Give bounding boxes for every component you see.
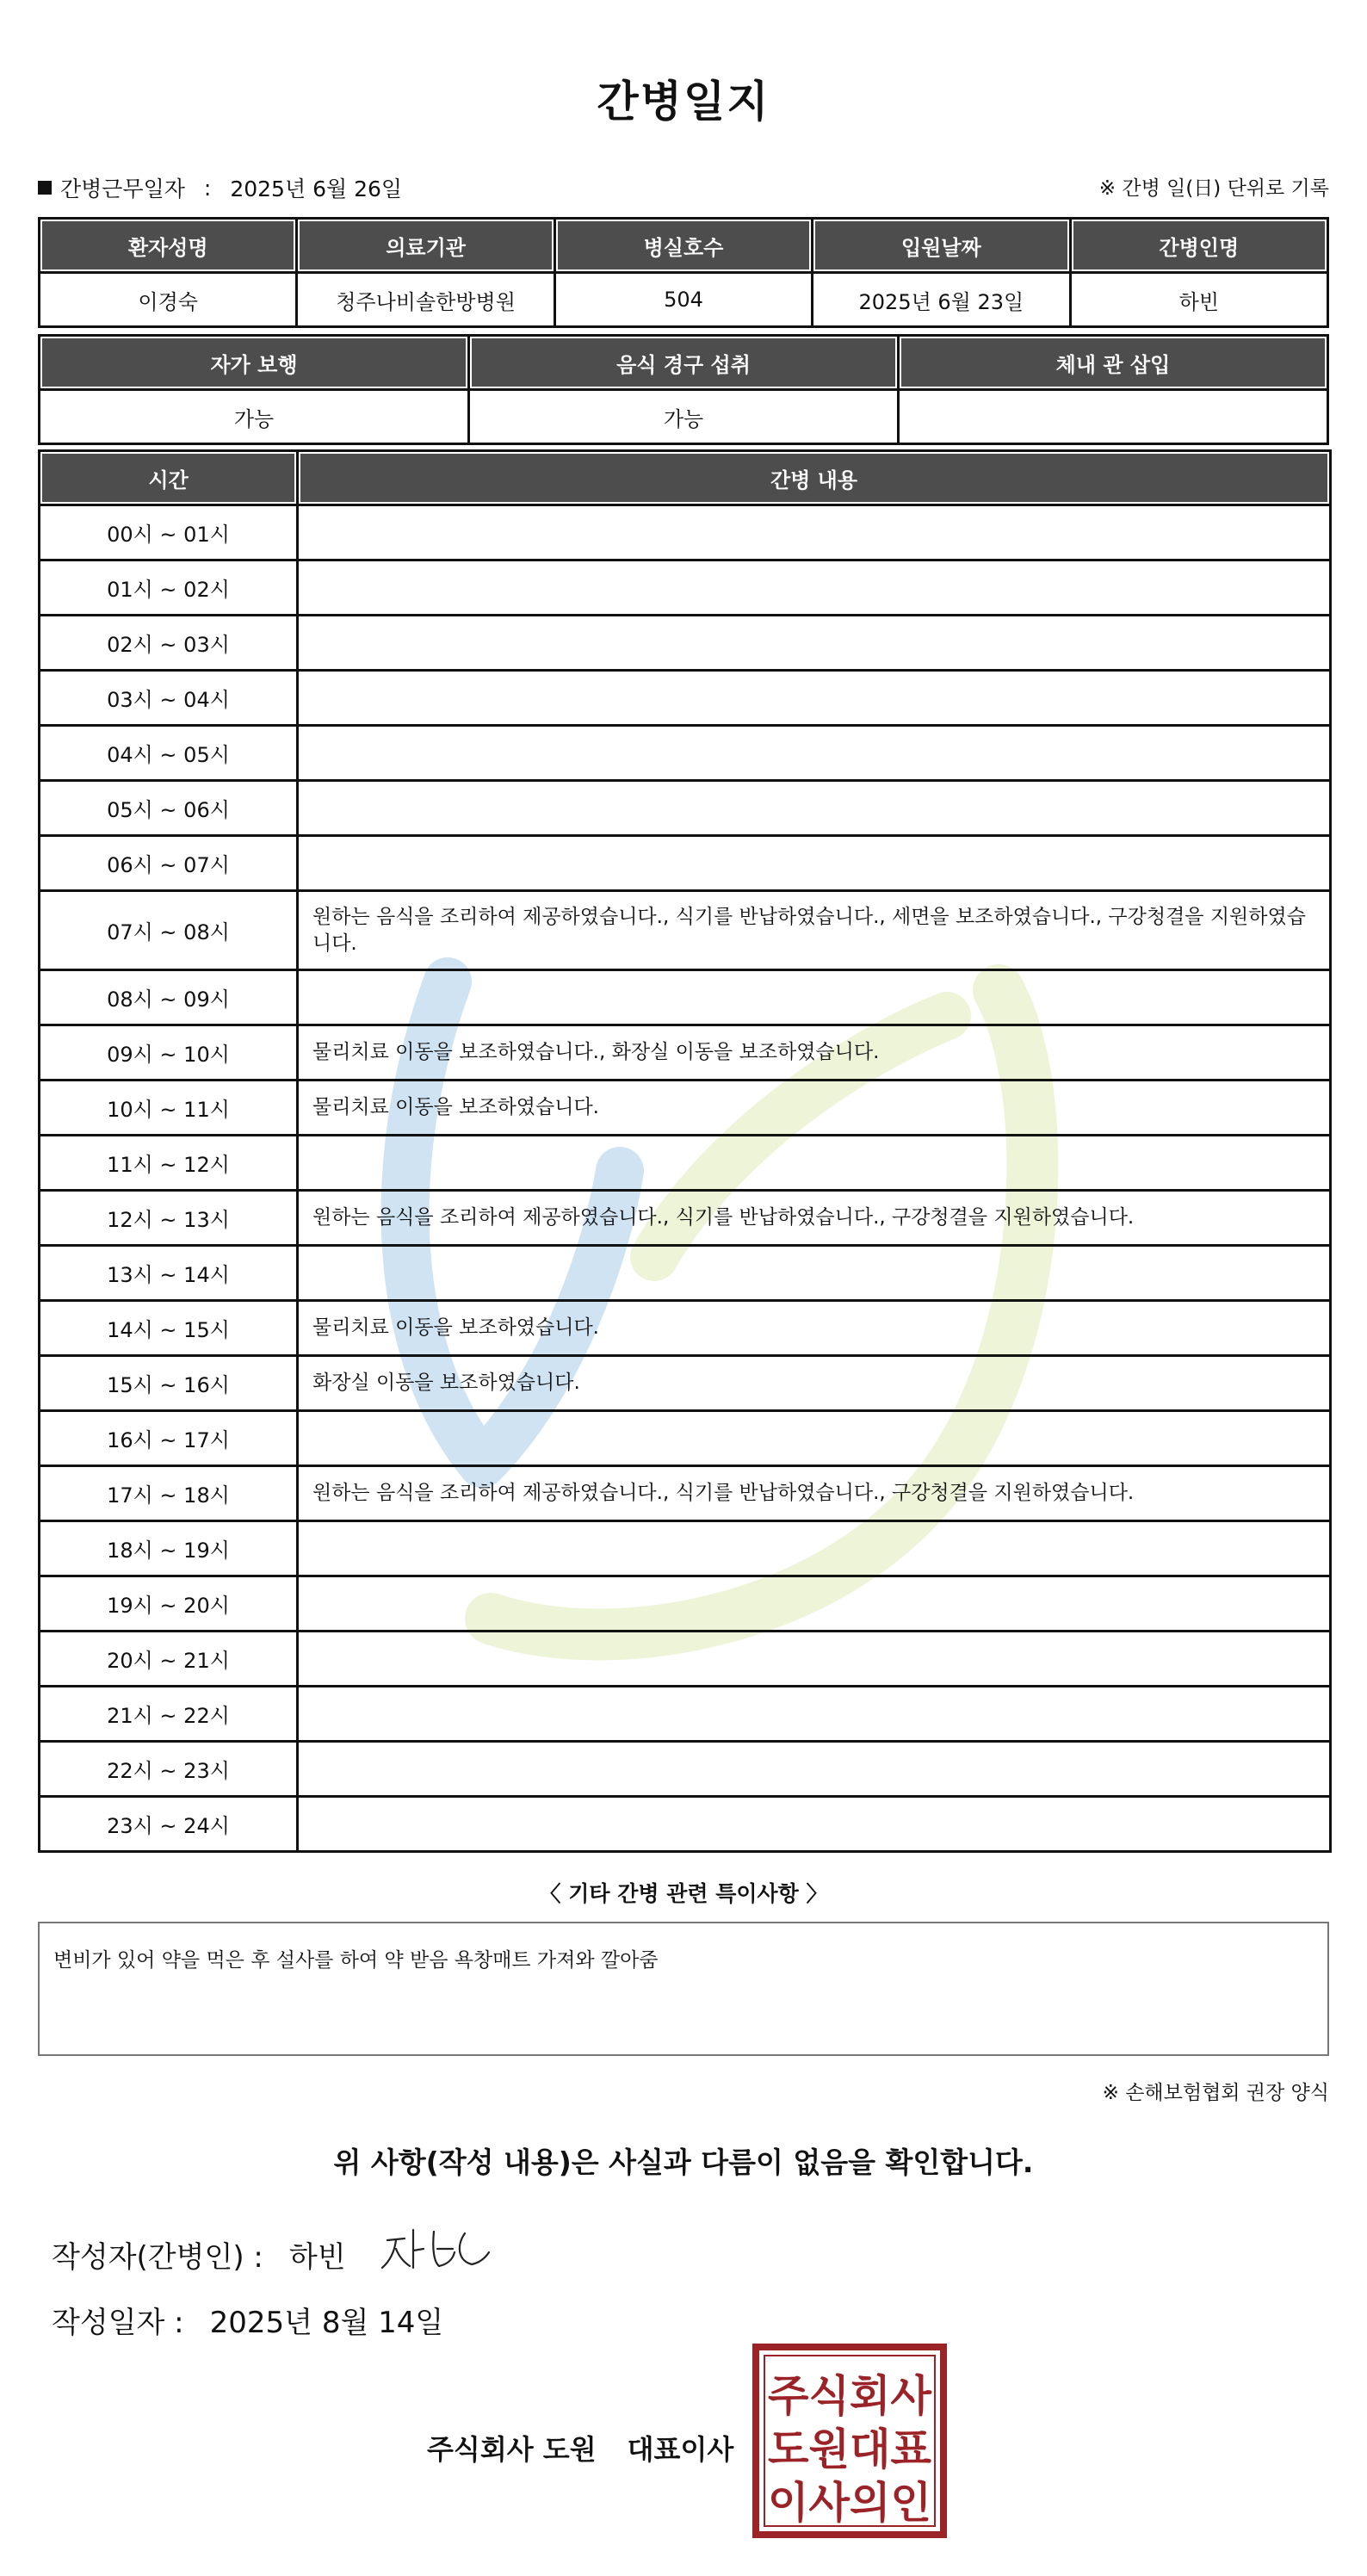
care-date-separator: : <box>203 175 212 201</box>
square-bullet-icon <box>38 181 52 195</box>
care-content: 물리치료 이동을 보조하였습니다., 화장실 이동을 보조하였습니다. <box>298 1025 1331 1081</box>
header-time: 시간 <box>40 451 298 505</box>
time-slot: 11시 ~ 12시 <box>40 1136 298 1191</box>
care-log-row <box>40 1081 1331 1136</box>
patient-info-value-row <box>40 273 1328 327</box>
time-slot: 20시 ~ 21시 <box>40 1632 298 1687</box>
document-title: 간병일지 <box>597 77 770 127</box>
patient-status-value-row <box>40 390 1328 444</box>
seal-text-line: 도원대표 <box>768 2424 932 2474</box>
header-oral-intake: 음식 경구 섭취 <box>469 336 899 390</box>
care-log-table <box>38 449 1332 1853</box>
writer-row <box>52 2233 346 2276</box>
care-content <box>298 1411 1331 1466</box>
confirmation-statement: 위 사항(작성 내용)은 사실과 다름이 없음을 확인합니다. <box>333 2146 1034 2179</box>
care-content: 물리치료 이동을 보조하였습니다. <box>298 1301 1331 1356</box>
care-content <box>298 1521 1331 1576</box>
special-notes-content: 변비가 있어 약을 먹은 후 설사를 하여 약 받음 욕창매트 가져와 깔아줌 <box>53 1949 659 1972</box>
time-slot: 08시 ~ 09시 <box>40 970 298 1025</box>
time-slot: 12시 ~ 13시 <box>40 1191 298 1246</box>
care-log-row <box>40 1246 1331 1301</box>
care-content <box>298 1246 1331 1301</box>
care-log-row <box>40 891 1331 970</box>
care-content: 화장실 이동을 보조하였습니다. <box>298 1356 1331 1411</box>
header-caregiver: 간병인명 <box>1070 219 1327 273</box>
time-slot: 19시 ~ 20시 <box>40 1576 298 1632</box>
care-log-row <box>40 836 1331 891</box>
seal-text-line: 이사의인 <box>768 2478 931 2528</box>
written-date-value: 2025년 8월 14일 <box>209 2306 444 2340</box>
time-slot: 00시 ~ 01시 <box>40 505 298 560</box>
care-log-row <box>40 1191 1331 1246</box>
care-log-header-row <box>40 451 1331 505</box>
time-slot: 22시 ~ 23시 <box>40 1742 298 1797</box>
care-content: 원하는 음식을 조리하여 제공하였습니다., 식기를 반납하였습니다., 구강청결을 지원하였습니다. <box>298 1466 1331 1521</box>
self-walking-value: 가능 <box>40 390 469 444</box>
time-slot: 02시 ~ 03시 <box>40 616 298 671</box>
time-slot: 09시 ~ 10시 <box>40 1025 298 1081</box>
patient-status-header-row <box>40 336 1328 390</box>
time-slot: 05시 ~ 06시 <box>40 781 298 836</box>
time-slot: 03시 ~ 04시 <box>40 671 298 726</box>
company-name: 주식회사 도원 <box>427 2433 597 2466</box>
care-log-row <box>40 1742 1331 1797</box>
time-slot: 15시 ~ 16시 <box>40 1356 298 1411</box>
care-content <box>298 726 1331 781</box>
care-content <box>298 836 1331 891</box>
handwritten-signature <box>370 2214 508 2283</box>
tube-insertion-value <box>899 390 1328 444</box>
patient-info-table <box>38 217 1329 328</box>
care-content: 원하는 음식을 조리하여 제공하였습니다., 식기를 반납하였습니다., 구강청결을 지원하였습니다. <box>298 1191 1331 1246</box>
care-content <box>298 560 1331 616</box>
care-log-row <box>40 671 1331 726</box>
care-log-row <box>40 1797 1331 1852</box>
care-content <box>298 1632 1331 1687</box>
representative-title: 대표이사 <box>627 2433 734 2466</box>
care-date <box>38 172 402 203</box>
header-patient-name: 환자성명 <box>40 219 297 273</box>
care-date-value: 2025년 6월 26일 <box>230 176 403 201</box>
care-content <box>298 1576 1331 1632</box>
patient-status-table <box>38 334 1329 445</box>
header-hospital: 의료기관 <box>297 219 554 273</box>
writer-label: 작성자(간병인) : <box>52 2240 263 2275</box>
header-self-walking: 자가 보행 <box>40 336 469 390</box>
form-source-note: ※ 손해보험협회 권장 양식 <box>1102 2082 1329 2104</box>
care-content <box>298 1742 1331 1797</box>
writer-name: 하빈 <box>288 2240 346 2275</box>
care-content <box>298 505 1331 560</box>
header-care-content: 간병 내용 <box>298 451 1331 505</box>
time-slot: 10시 ~ 11시 <box>40 1081 298 1136</box>
care-content <box>298 1687 1331 1742</box>
time-slot: 06시 ~ 07시 <box>40 836 298 891</box>
caregiver-name: 하빈 <box>1070 273 1327 327</box>
company-seal-stamp <box>752 2344 947 2538</box>
seal-text-line: 주식회사 <box>768 2371 932 2421</box>
care-content <box>298 1797 1331 1852</box>
written-date-label: 작성일자 : <box>52 2306 184 2340</box>
record-unit-note: ※ 간병 일(日) 단위로 기록 <box>1098 177 1329 200</box>
time-slot: 17시 ~ 18시 <box>40 1466 298 1521</box>
care-content: 원하는 음식을 조리하여 제공하였습니다., 식기를 반납하였습니다., 세면을 보조하였습니다., 구강청결을 지원하였습니다. <box>298 891 1331 970</box>
header-tube-insertion: 체내 관 삽입 <box>899 336 1328 390</box>
care-log-row <box>40 560 1331 616</box>
care-date-label: 간병근무일자 <box>60 176 185 201</box>
time-slot: 04시 ~ 05시 <box>40 726 298 781</box>
care-log-row <box>40 1632 1331 1687</box>
care-log-row <box>40 1466 1331 1521</box>
care-log-row <box>40 726 1331 781</box>
time-slot: 18시 ~ 19시 <box>40 1521 298 1576</box>
care-log-row <box>40 505 1331 560</box>
time-slot: 14시 ~ 15시 <box>40 1301 298 1356</box>
care-log-row <box>40 1301 1331 1356</box>
patient-name: 이경숙 <box>40 273 297 327</box>
special-notes-title: 〈 기타 간병 관련 특이사항 〉 <box>539 1881 828 1906</box>
time-slot: 13시 ~ 14시 <box>40 1246 298 1301</box>
hospital-name: 청주나비솔한방병원 <box>297 273 554 327</box>
time-slot: 16시 ~ 17시 <box>40 1411 298 1466</box>
special-notes-box <box>38 1922 1329 2056</box>
care-content <box>298 781 1331 836</box>
oral-intake-value: 가능 <box>469 390 899 444</box>
care-log-row <box>40 1576 1331 1632</box>
care-content <box>298 970 1331 1025</box>
header-admission-date: 입원날짜 <box>813 219 1070 273</box>
care-content: 물리치료 이동을 보조하였습니다. <box>298 1081 1331 1136</box>
care-log-row <box>40 781 1331 836</box>
time-slot: 21시 ~ 22시 <box>40 1687 298 1742</box>
care-log-row <box>40 1356 1331 1411</box>
written-date-row <box>52 2299 443 2341</box>
patient-info-header-row <box>40 219 1328 273</box>
meta-row <box>38 172 1329 207</box>
care-content <box>298 671 1331 726</box>
time-slot: 23시 ~ 24시 <box>40 1797 298 1852</box>
time-slot: 07시 ~ 08시 <box>40 891 298 970</box>
care-log-row <box>40 1025 1331 1081</box>
care-log-row <box>40 1521 1331 1576</box>
time-slot: 01시 ~ 02시 <box>40 560 298 616</box>
room-number: 504 <box>554 273 812 327</box>
company-signature-line <box>427 2428 733 2468</box>
care-log-row <box>40 970 1331 1025</box>
care-log-row <box>40 1411 1331 1466</box>
care-log-row <box>40 1687 1331 1742</box>
header-room: 병실호수 <box>554 219 812 273</box>
care-log-row <box>40 616 1331 671</box>
care-content <box>298 1136 1331 1191</box>
admission-date: 2025년 6월 23일 <box>813 273 1070 327</box>
care-log-row <box>40 1136 1331 1191</box>
care-content <box>298 616 1331 671</box>
